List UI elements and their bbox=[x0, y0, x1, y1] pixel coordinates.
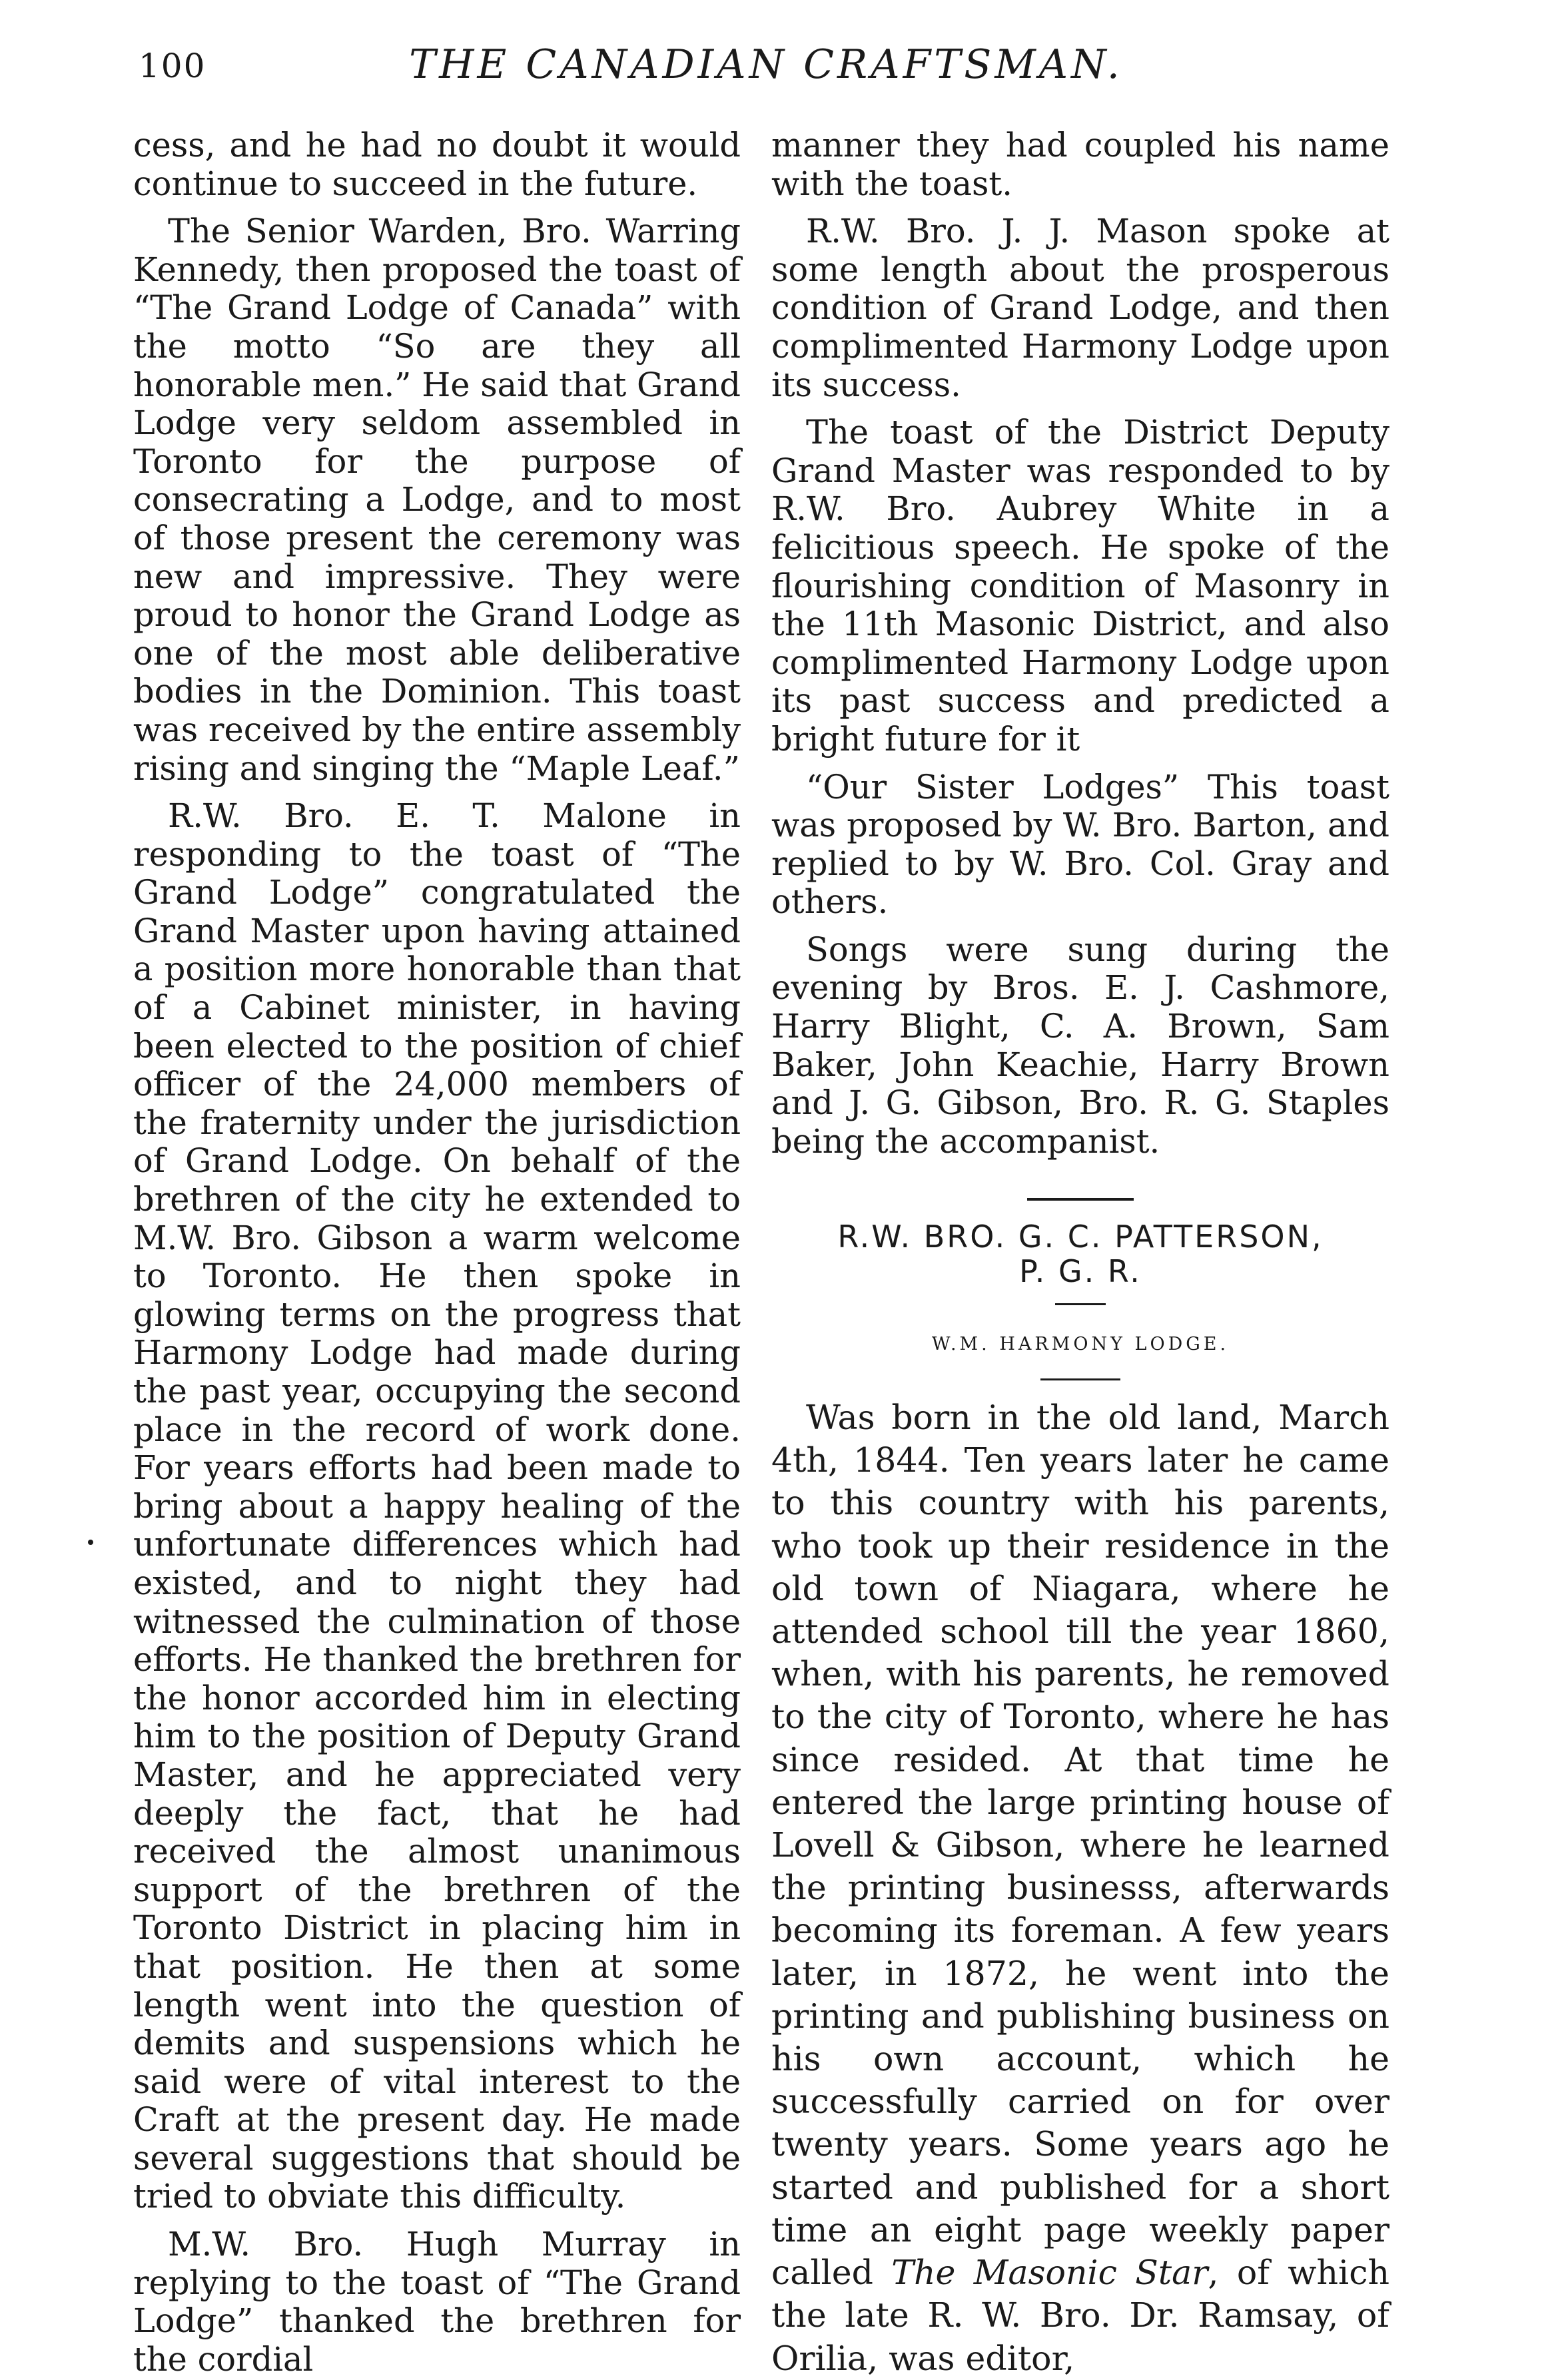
section-subheading: W.M. HARMONY LODGE. bbox=[931, 1334, 1230, 1355]
biography-text-continued: , of which the late R. W. Bro. Dr. Ramsay, of Orilia, was editor, bbox=[771, 2253, 1390, 2378]
paper-title: The Masonic Star bbox=[891, 2253, 1208, 2293]
running-head bbox=[133, 41, 1399, 101]
paragraph-mason-speech: R.W. Bro. J. J. Mason spoke at some length about the prosperous condition of Grand Lodge, and then complimented Harmony Lodge upon its success. bbox=[771, 212, 1389, 404]
paragraph-grand-lodge-toast: The Senior Warden, Bro. Warring Kennedy, then proposed the toast of “The Grand Lodge of Canada” with the motto “So are they all honorable men.” He said that Grand Lodge very seldom assembled in Toronto for the purpose of consecrating a Lodge, and to most of those present the ceremony was new and impressive. They were proud to honor the Grand Lodge as one of the most able deliberative bodies in the Dominion. This toast was received by the entire assembly rising and singing the “Maple Leaf.” bbox=[133, 212, 741, 788]
margin-ink-dot bbox=[88, 1540, 93, 1545]
section-heading-line-1: R.W. BRO. G. C. PATTERSON, bbox=[837, 1219, 1324, 1255]
subheading-divider bbox=[1040, 1378, 1120, 1380]
left-column bbox=[133, 127, 741, 2379]
paragraph-continued: cess, and he had no doubt it would continue to succeed in the future. bbox=[133, 126, 741, 203]
heading-divider bbox=[1055, 1303, 1106, 1305]
right-column bbox=[771, 127, 1389, 2380]
journal-title: THE CANADIAN CRAFTSMAN. bbox=[409, 41, 1123, 88]
paragraph-continued-from-left: manner they had coupled his name with the toast. bbox=[771, 126, 1389, 203]
paragraph-malone-response: R.W. Bro. E. T. Malone in responding to the toast of “The Grand Lodge” congratulated the Grand Master upon having attained a position more honorable than that of a Cabinet minister, in having been elected to the position of chief officer of the 24,000 members of the fraternity under the jurisdiction of Grand Lodge. On behalf of the brethren of the city he extended to M.W. Bro. Gibson a warm welcome to Toronto. He then spoke in glowing terms on the progress that Harmony Lodge had made during the past year, occupying the second place in the record of work done. For years efforts had been made to bring about a happy healing of the unfortunate differences which had existed, and to night they had witnessed the culmination of those efforts. He thanked the brethren for the honor accorded him in electing him to the position of Deputy Grand Master, and he appreciated very deeply the fact, that he had received the almost unanimous support of the brethren of the Toronto District in placing him in that position. He then at some length went into the question of demits and suspensions which he said were of vital interest to the Craft at the present day. He made several suggestions that should be tried to obviate this difficulty. bbox=[133, 796, 741, 2216]
paragraph-sister-lodges: “Our Sister Lodges” This toast was proposed by W. Bro. Barton, and replied to by W. Bro. Col. Gray and others. bbox=[771, 767, 1389, 922]
page-number: 100 bbox=[139, 47, 206, 85]
section-heading bbox=[771, 1219, 1389, 1289]
paragraph-murray-reply: M.W. Bro. Hugh Murray in replying to the toast of “The Grand Lodge” thanked the brethren for the cordial bbox=[133, 2225, 741, 2379]
biography-text: Was born in the old land, March 4th, 1844. Ten years later he came to this country with his parents, who took up their residence in the old town of Niagara, where he attended school till the year 1860, when, with his parents, he removed to the city of Toronto, where he has since resided. At that time he entered the large printing house of Lovell & Gibson, where he learned the printing businesss, afterwards becoming its foreman. A few years later, in 1872, he went into the printing and publishing business on his own account, which he successfully carried on for over twenty years. Some years ago he started and published for a short time an eight page weekly paper called bbox=[771, 1398, 1389, 2293]
biography-paragraph bbox=[771, 1396, 1389, 2380]
section-heading-line-2: P. G. R. bbox=[1019, 1253, 1142, 1290]
section-divider bbox=[1027, 1198, 1134, 1201]
paragraph-songs: Songs were sung during the evening by Bros. E. J. Cashmore, Harry Blight, C. A. Brown, Sam Baker, John Keachie, Harry Brown and J. G. Gibson, Bro. R. G. Staples being the accompanist. bbox=[771, 930, 1389, 1161]
paragraph-district-deputy: The toast of the District Deputy Grand Master was responded to by R.W. Bro. Aubrey White in a felicitious speech. He spoke of the flourishing condition of Masonry in the 11th Masonic District, and also complimented Harmony Lodge upon its past success and predicted a bright future for it bbox=[771, 413, 1389, 758]
